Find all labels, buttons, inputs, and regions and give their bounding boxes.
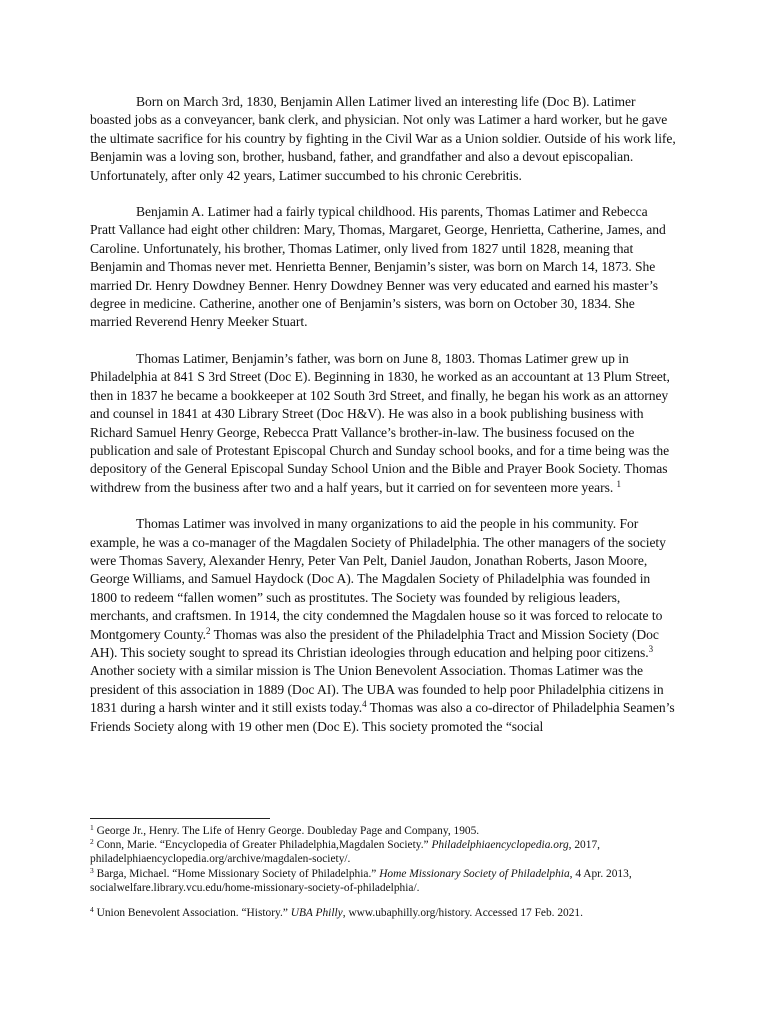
footnote-4-source: UBA Philly [290, 907, 343, 920]
footnotes [90, 824, 680, 920]
body-text [90, 93, 676, 754]
footnote-separator [90, 818, 270, 819]
footnote-2: $^2$ Conn, Marie. “Encyclopedia of Greater Philadelphia,Magdalen Society.” Philadelphiaencyclopedia.org, 2017, philadelphiaencyclopedia.org/archive/magdalen-society/. [90, 837, 600, 866]
footnote-3: $^3$ Barga, Michael. “Home Missionary Society of Philadelphia.” Home Missionary Society of Philadelphia, 4 Apr. 2013, socialwelfare.library.vcu.edu/home-missionary-society-of-philadelphia/. [90, 865, 632, 894]
paragraph-birth: Born on March 3rd, 1830, Benjamin Allen Latimer lived an interesting life (Doc B). Latimer boasted jobs as a conveyancer, bank clerk, and physician. Not only was Latimer a hard worker, but he gave the ultimate sacrifice for his country by fighting in the Civil War as a Union soldier. Outside of his work life, Benjamin was a loving son, brother, husband, father, and grandfather and also a devout episcopalian. Unfortunately, after only 42 years, Latimer succumbed to his chronic Cerebritis. [90, 94, 676, 183]
footnote-1: $^1$ George Jr., Henry. The Life of Henry George. Doubleday Page and Company, 1905. [90, 823, 480, 837]
footnote-ref-1: 1 [616, 478, 621, 489]
footnote-4: $^4$ Union Benevolent Association. “History.” UBA Philly, www.ubaphilly.org/history. Accessed 17 Feb. 2021. [90, 905, 583, 920]
footnote-ref-4: 4 [362, 699, 367, 710]
footnote-ref-2: 2 [206, 625, 211, 636]
footnote-3-source: Home Missionary Society of Philadelphia [379, 867, 570, 880]
paragraph-organizations: Thomas Latimer was involved in many organizations to aid the people in his community. For example, he was a co-manager of the Magdalen Society of Philadelphia. The other managers of the society were Thomas Savery, Alexander Henry, Peter Van Pelt, Daniel Jaudon, Jonathan Roberts, Jason Moore, George Williams, and Samuel Haydock (Doc A). The Magdalen Society of Philadelphia was founded in 1800 to redeem “fallen women” such as prostitutes. The Society was founded by religious leaders, merchants, and craftsmen. In 1914, the city condemned the Magdalen house so it was forced to relocate to Montgomery County.$^2$ Thomas was also the president of the Philadelphia Tract and Mission Society (Doc AH). This society sought to spread its Christian ideologies through education and helping poor citizens.$^3$ Another society with a similar mission is The Union Benevolent Association. Thomas Latimer was the president of this association in 1889 (Doc AI). The UBA was founded to help poor Philadelphia citizens in 1831 during a harsh winter and it still exists today.$^4$ Thomas was also a co-director of Philadelphia Seamen’s Friends Society along with 19 other men (Doc E). This society promoted the “social [90, 516, 675, 734]
paragraph-childhood: Benjamin A. Latimer had a fairly typical childhood. His parents, Thomas Latimer and Rebecca Pratt Vallance had eight other children: Mary, Thomas, Margaret, George, Henrietta, Catherine, James, and Caroline. Unfortunately, his brother, Thomas Latimer, only lived from 1827 until 1828, meaning that Benjamin and Thomas never met. Henrietta Benner, Benjamin’s sister, was born on March 14, 1873. She married Dr. Henry Dowdney Benner. Henry Dowdney Benner was very educated and earned his master’s degree in medicine. Catherine, another one of Benjamin’s sisters, was born on October 30, 1834. She married Reverend Henry Meeker Stuart. [90, 204, 666, 330]
footnote-2-source: Philadelphiaencyclopedia.org [431, 839, 569, 852]
footnote-ref-3: 3 [648, 643, 654, 654]
paragraph-father: Thomas Latimer, Benjamin’s father, was born on June 8, 1803. Thomas Latimer grew up in Philadelphia at 841 S 3rd Street (Doc E). Beginning in 1830, he worked as an accountant at 13 Plum Street, then in 1837 he became a bookkeeper at 102 South 3rd Street, and finally, he began his work as an attorney and counsel in 1841 at 430 Library Street (Doc H&V). He was also in a book publishing business with Richard Samuel Henry George, Rebecca Pratt Vallance’s brother-in-law. The business focused on the publication and sale of Protestant Episcopal Church and Sunday school books, and for a time being was the depository of the General Episcopal Sunday School Union and the Bible and Prayer Book Society. Thomas withdrew from the business after two and a half years, but it carried on for seventeen more years. $^1$ [90, 350, 670, 495]
